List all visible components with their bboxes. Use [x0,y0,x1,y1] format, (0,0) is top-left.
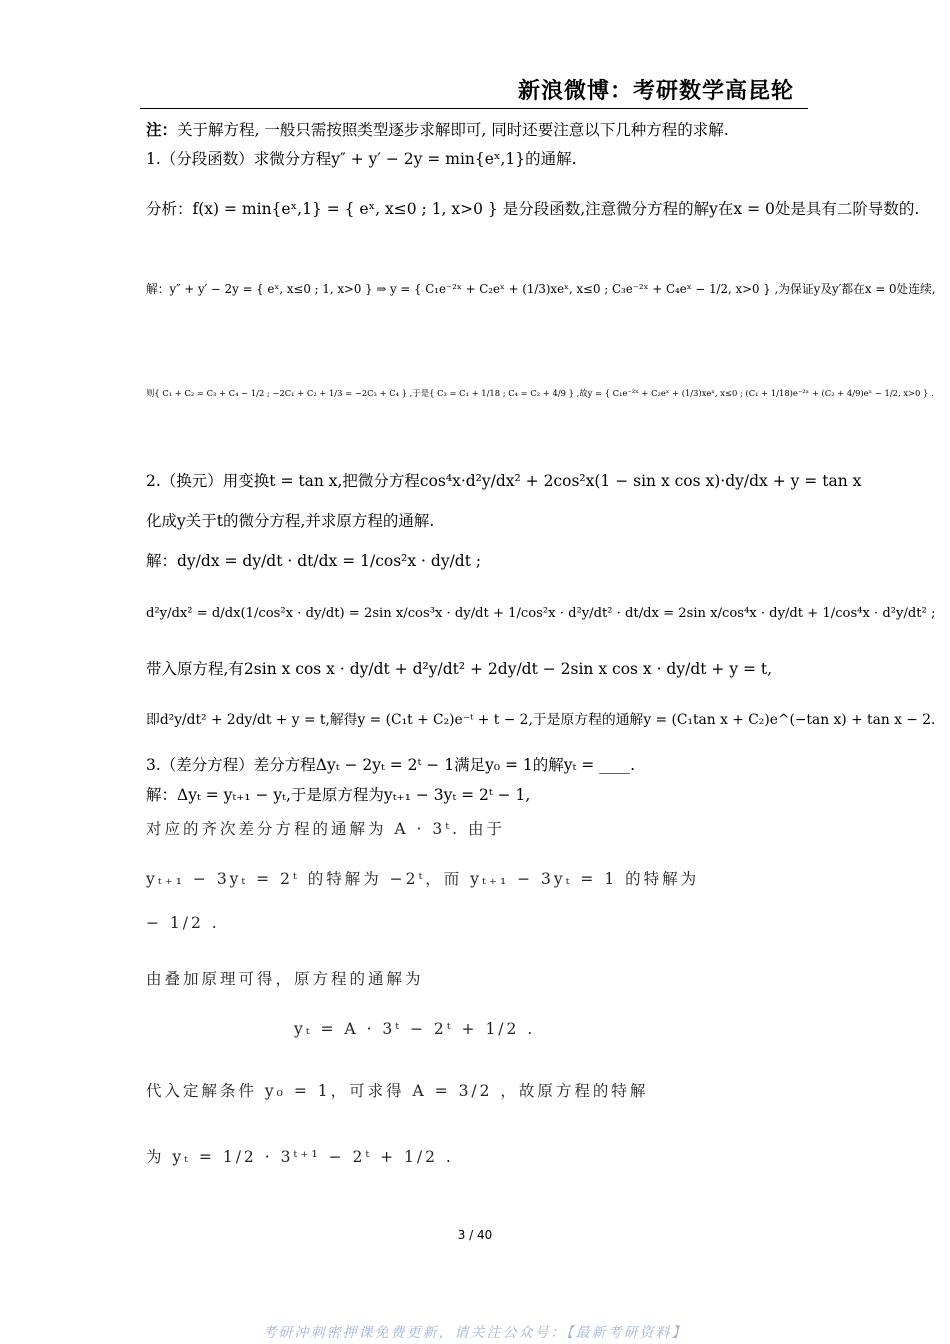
body-line: 1.（分段函数）求微分方程y″ + y′ − 2y = min{eˣ,1}的通解. [146,150,577,168]
body-line: 3.（差分方程）差分方程Δyₜ − 2yₜ = 2ᵗ − 1满足y₀ = 1的解yₜ = ____. [146,756,636,774]
note-line [146,120,729,140]
scan-line: 为 yₜ = 1/2 · 3ᵗ⁺¹ − 2ᵗ + 1/2 . [146,1148,454,1166]
body-line: 解：dy/dx = dy/dt · dt/dx = 1/cos²x · dy/dt ; [146,552,482,570]
body-line: 分析：f(x) = min{eˣ,1} = { eˣ, x≤0 ; 1, x>0 } 是分段函数,注意微分方程的解y在x = 0处是具有二阶导数的. [146,200,920,218]
body-line: 则{ C₁ + C₂ = C₃ + C₄ − 1/2 ; −2C₁ + C₂ + 1/3 = −2C₃ + C₄ } ,于是{ C₃ = C₁ + 1/18 ; C₄ = C₂ + 4/9 } ,故y = { C₁e⁻²ˣ + C₂eˣ + (1/3)xeˣ, x≤0 ; (C₁ + 1/18)e⁻²ˣ + (C₂ + 4/9)eˣ − 1/2, x>0 } . [146,388,934,398]
scan-line: 由叠加原理可得，原方程的通解为 [146,970,424,988]
scan-line: yₜ₊₁ − 3yₜ = 2ᵗ 的特解为 −2ᵗ，而 yₜ₊₁ − 3yₜ = 1 的特解为 [146,870,700,888]
body-line: 解：y″ + y′ − 2y = { eˣ, x≤0 ; 1, x>0 } ⇒ y = { C₁e⁻²ˣ + C₂eˣ + (1/3)xeˣ, x≤0 ; C₃e⁻²ˣ + C₄eˣ − 1/2, x>0 } ,为保证y及y′都在x = 0处连续, [146,282,936,296]
scan-line: 对应的齐次差分方程的通解为 A · 3ᵗ. 由于 [146,820,505,838]
body-line: 带入原方程,有2sin x cos x · dy/dt + d²y/dt² + 2dy/dt − 2sin x cos x · dy/dt + y = t, [146,660,773,678]
scan-line: yₜ = A · 3ᵗ − 2ᵗ + 1/2 . [294,1020,536,1038]
footer-watermark: 考研冲刺密押课免费更新，请关注公众号：【最新考研资料】 [262,1325,688,1341]
page-header-title: 新浪微博：考研数学高昆轮 [518,79,795,104]
body-line: 化成y关于t的微分方程,并求原方程的通解. [146,512,435,530]
scan-line: − 1/2 . [146,914,220,932]
page-number: 3 / 40 [457,1228,493,1242]
body-line: 即d²y/dt² + 2dy/dt + y = t,解得y = (C₁t + C₂)e⁻ᵗ + t − 2,于是原方程的通解y = (C₁tan x + C₂)e^(−tan x) + tan x − 2. [146,712,936,728]
body-line: d²y/dx² = d/dx(1/cos²x · dy/dt) = 2sin x/cos³x · dy/dt + 1/cos²x · d²y/dt² · dt/dx = 2sin x/cos⁴x · dy/dt + 1/cos⁴x · d²y/dt² ; [146,606,936,621]
body-line: 2.（换元）用变换t = tan x,把微分方程cos⁴x·d²y/dx² + 2cos²x(1 − sin x cos x)·dy/dx + y = tan x [146,472,862,490]
note-text: 关于解方程, 一般只需按照类型逐步求解即可, 同时还要注意以下几种方程的求解. [177,121,729,139]
header-rule [140,108,808,109]
scan-line: 代入定解条件 y₀ = 1，可求得 A = 3/2 ，故原方程的特解 [146,1082,649,1100]
body-line: 解：Δyₜ = yₜ₊₁ − yₜ,于是原方程为yₜ₊₁ − 3yₜ = 2ᵗ − 1, [146,786,531,804]
note-label: 注： [146,120,178,139]
